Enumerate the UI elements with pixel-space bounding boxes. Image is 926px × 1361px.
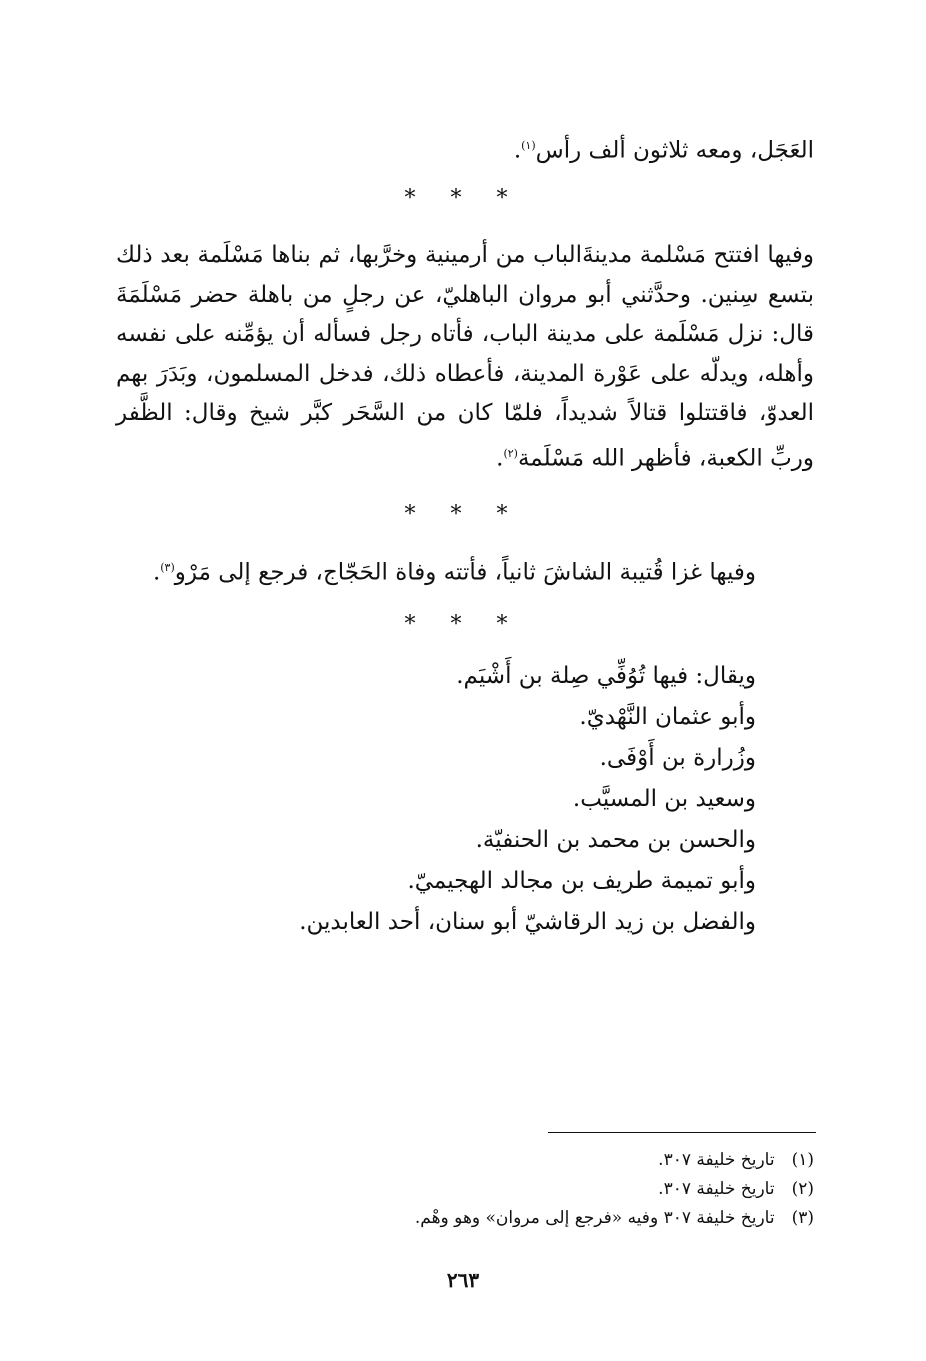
footnote-text: تاريخ خليفة ٣٠٧. [658, 1179, 775, 1199]
list-item: والحسن بن محمد بن الحنفيّة. [475, 827, 756, 853]
list-item: والفضل بن زيد الرقاشيّ أبو سنان، أحد العابدين. [299, 909, 756, 935]
footnote-number: (٣) [791, 1208, 814, 1228]
list-item: وسعيد بن المسيَّب. [572, 786, 756, 812]
deaths-list [156, 656, 756, 943]
footnote-text: تاريخ خليفة ٣٠٧ وفيه «فرجع إلى مروان» وهو وهْم. [414, 1208, 775, 1228]
note-ref-2: (٢) [503, 446, 518, 460]
list-item: وزُرارة بن أَوْفَى. [599, 745, 756, 771]
footnote-text: تاريخ خليفة ٣٠٧. [658, 1150, 775, 1170]
footnote-number: (٢) [791, 1179, 814, 1199]
footnote [254, 1175, 814, 1204]
list-item: وأبو عثمان النَّهْديّ. [579, 704, 756, 730]
footnote [254, 1146, 814, 1175]
paragraph-maslama-bab [116, 236, 814, 479]
footnote-divider [548, 1132, 816, 1133]
paragraph-qutayba [116, 548, 756, 593]
opening-line [114, 126, 814, 171]
section-separator-3: * * * [404, 612, 522, 637]
list-item: وأبو تميمة طريف بن مجالد الهجيميّ. [407, 868, 756, 894]
list-item: ويقال: فيها تُوُفِّي صِلة بن أَشْيَم. [456, 663, 756, 689]
paragraph-1-end: . [496, 445, 504, 472]
paragraph-2-end: . [152, 559, 161, 586]
opening-line-end: . [513, 137, 522, 164]
paragraph-1-text: وفيها افتتح مَسْلمة مدينةَالباب من أرمينية وخرَّبها، ثم بناها مَسْلَمة بعد ذلك بتسع سِنين. وحدَّثني أبو مروان الباهليّ، عن رجلٍ من باهلة حضر مَسْلَمَةَ قال: نزل مَسْلَمة على مدينة الباب، فأتاه رجل فسأله أن يؤمِّنه على نفسه وأهله، ويدلّه على عَوْرة المدينة، فأعطاه ذلك، فدخل المسلمون، وبَدَرَ بهم العدوّ، فاقتتلوا قتالاً شديداً، فلمّا كان من السَّحَر كبَّر شيخ وقال: الظَّفر وربِّ الكعبة، فأظهر الله مَسْلَمة [116, 242, 814, 472]
section-separator-1: * * * [404, 186, 522, 211]
section-separator-2: * * * [404, 502, 522, 527]
note-ref-3: (٣) [160, 561, 175, 574]
footnote-number: (١) [791, 1150, 814, 1170]
footnotes [254, 1146, 814, 1233]
opening-line-text: العَجَل، ومعه ثلاثون ألف رأس [535, 137, 814, 164]
paragraph-2-text: وفيها غزا قُتيبة الشاشَ ثانياً، فأتته وفاة الحَجّاج، فرجع إلى مَرْو [174, 559, 756, 586]
page-number: ٢٦٣ [446, 1268, 480, 1292]
footnote [254, 1204, 814, 1233]
note-ref-1: (١) [521, 139, 536, 152]
